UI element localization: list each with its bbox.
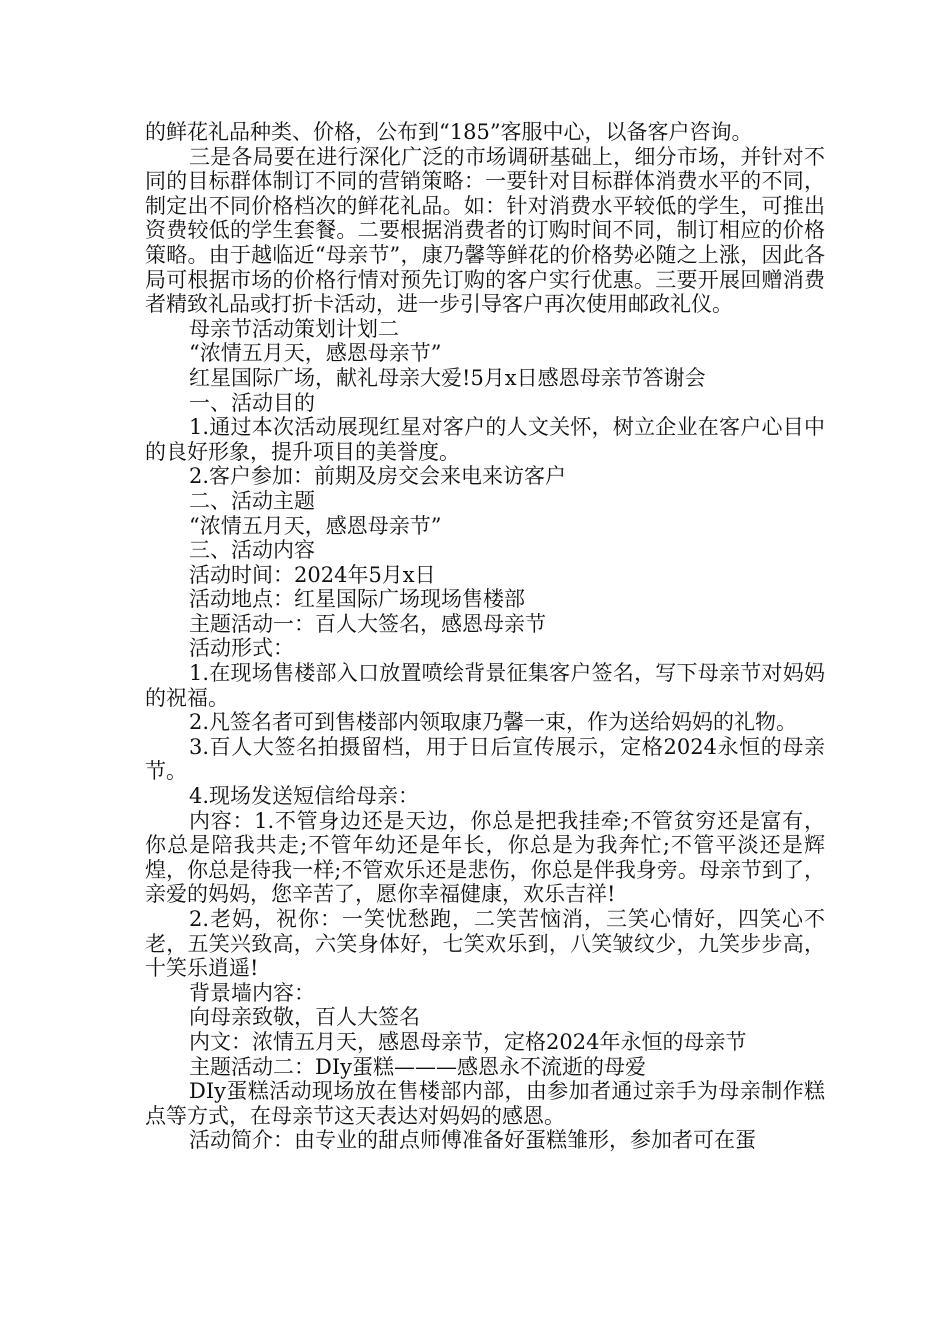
paragraph: 主题活动一：百人大签名，感恩母亲节 xyxy=(189,611,546,636)
paragraph: 4.现场发送短信给母亲： xyxy=(189,784,420,809)
paragraph: 1.通过本次活动展现红星对客户的人文关怀，树立企业在客户心目中的良好形象，提升项目的美誉度。 xyxy=(145,415,825,464)
paragraph: 红星国际广场，献礼母亲大爱!5月x日感恩母亲节答谢会 xyxy=(189,365,706,390)
paragraph: 2.凡签名者可到售楼部内领取康乃馨一束，作为送给妈妈的礼物。 xyxy=(189,710,798,735)
paragraph: 活动地点：红星国际广场现场售楼部 xyxy=(189,587,525,612)
paragraph: 向母亲致敬，百人大签名 xyxy=(189,1005,420,1030)
section-heading: 母亲节活动策划计划二 xyxy=(189,316,399,341)
paragraph: 1.在现场售楼部入口放置喷绘背景征集客户签名，写下母亲节对妈妈的祝福。 xyxy=(145,661,825,710)
paragraph: 三是各局要在进行深化广泛的市场调研基础上，细分市场，并针对不同的目标群体制订不同的营销策略：一要针对目标群体消费水平的不同，制定出不同价格档次的鲜花礼品。如：针对消费水平较低的学生，可推出资费较低的学生套餐。二要根据消费者的订购时间不同，制订相应的价格策略。由于越临近“母亲节”，康乃馨等鲜花的价格势必随之上涨，因此各局可根据市场的价格行情对预先订购的客户实行优惠。三要开展回赠消费者精致礼品或打折卡活动，进一步引导客户再次使用邮政礼仪。 xyxy=(145,144,825,317)
section-heading: 二、活动主题 xyxy=(189,488,315,513)
section-heading: 一、活动目的 xyxy=(189,390,315,415)
paragraph: 活动形式： xyxy=(189,636,294,661)
paragraph: “浓情五月天，感恩母亲节” xyxy=(189,341,442,366)
paragraph: 内文：浓情五月天，感恩母亲节，定格2024年永恒的母亲节 xyxy=(189,1029,747,1054)
paragraph: 活动简介：由专业的甜点师傅准备好蛋糕雏形，参加者可在蛋 xyxy=(189,1128,756,1153)
paragraph: 主题活动二：DIy蛋糕———感恩永不流逝的母爱 xyxy=(189,1054,646,1079)
paragraph: 内容：1.不管身边还是天边，你总是把我挂牵;不管贫穷还是富有，你总是陪我共走;不管年幼还是年长，你总是为我奔忙;不管平淡还是辉煌，你总是待我一样;不管欢乐还是悲伤，你总是伴我身旁。母亲节到了，亲爱的妈妈，您辛苦了，愿你幸福健康，欢乐吉祥! xyxy=(145,808,825,907)
paragraph: 2.老妈，祝你：一笑忧愁跑，二笑苦恼消，三笑心情好，四笑心不老，五笑兴致高，六笑身体好，七笑欢乐到，八笑皱纹少，九笑步步高，十笑乐逍遥! xyxy=(145,907,825,981)
paragraph: “浓情五月天，感恩母亲节” xyxy=(189,513,442,538)
paragraph: 3.百人大签名拍摄留档，用于日后宣传展示，定格2024永恒的母亲节。 xyxy=(145,734,825,784)
paragraph: 活动时间：2024年5月x日 xyxy=(189,562,436,587)
paragraph: 的鲜花礼品种类、价格，公布到“185”客服中心，以备客户咨询。 xyxy=(145,120,753,144)
section-heading: 三、活动内容 xyxy=(189,538,315,563)
paragraph: 2.客户参加：前期及房交会来电来访客户 xyxy=(189,464,567,489)
paragraph: 背景墙内容： xyxy=(189,980,315,1005)
document-body xyxy=(145,120,825,1153)
paragraph: DIy蛋糕活动现场放在售楼部内部，由参加者通过亲手为母亲制作糕点等方式，在母亲节这天表达对妈妈的感恩。 xyxy=(145,1079,825,1128)
